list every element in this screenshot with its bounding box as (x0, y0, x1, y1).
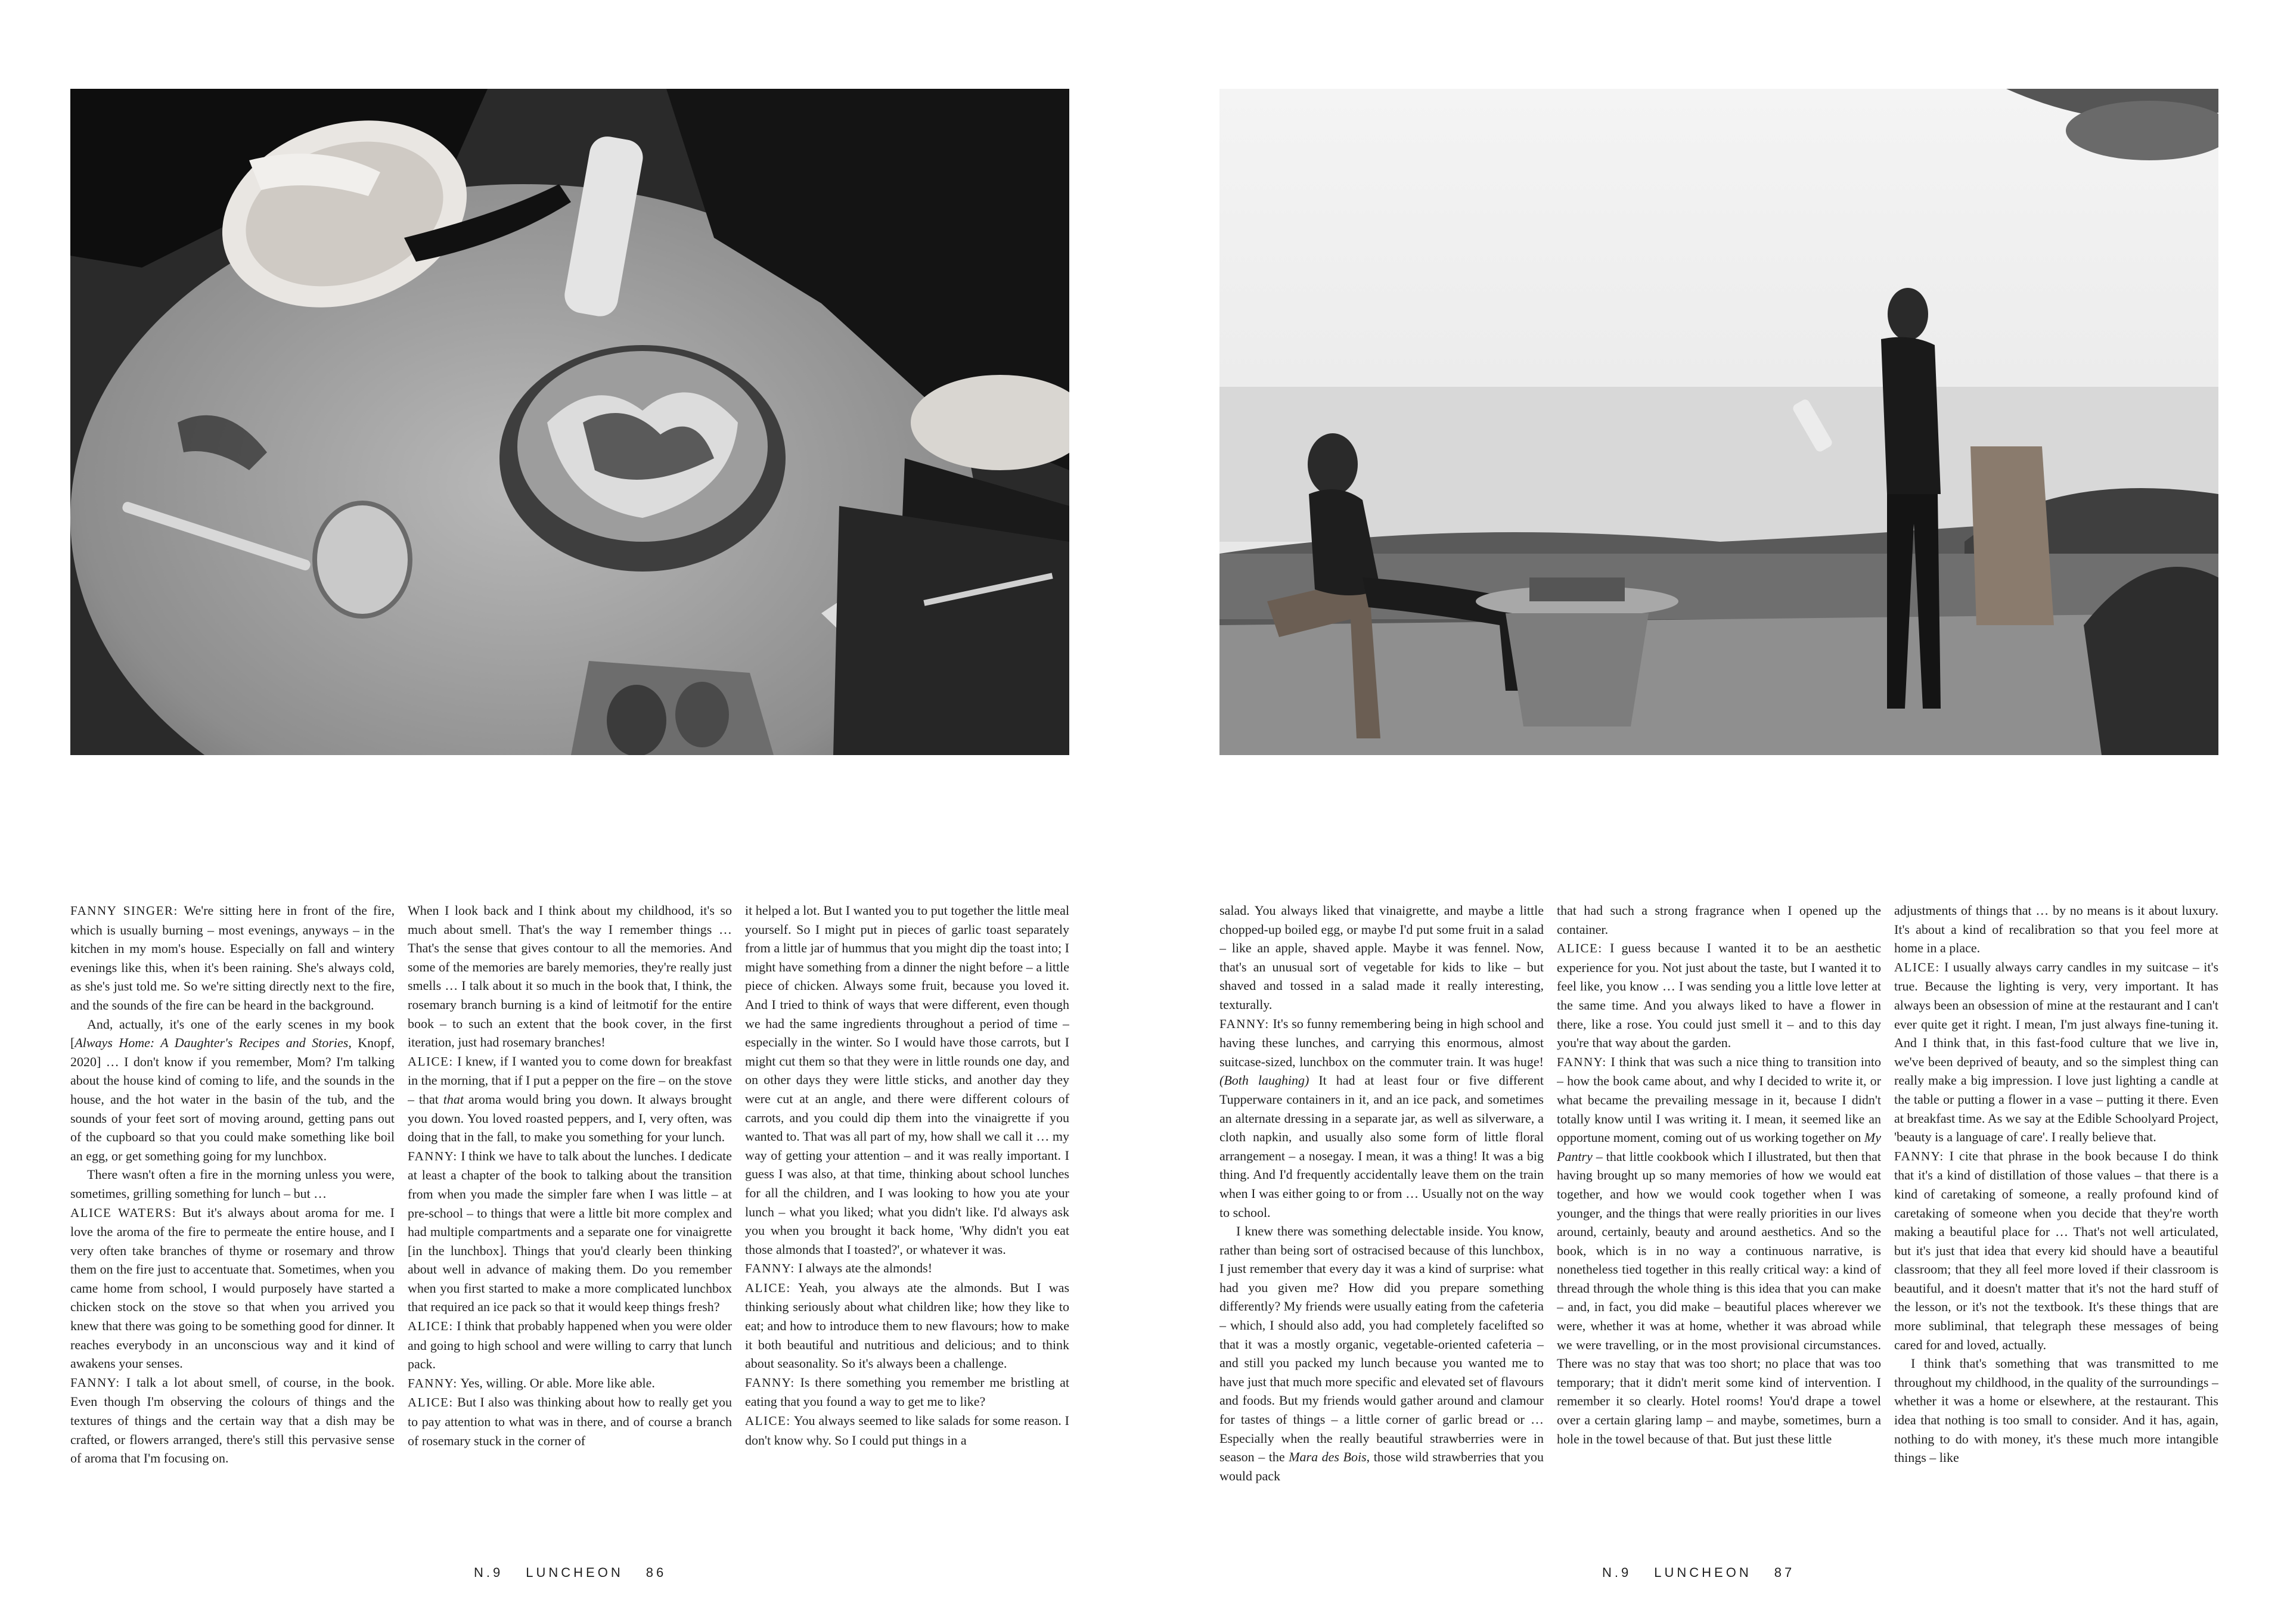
section-name: LUNCHEON (1654, 1565, 1752, 1580)
page-number: 87 (1774, 1565, 1795, 1580)
issue-number: N.9 (474, 1565, 504, 1580)
speaker-label: FANNY: (408, 1148, 458, 1163)
paragraph: ALICE: But I also was thinking about how to really get you to pay attention to what was in there, and of course a branch of rosemary stuck in the corner of (408, 1395, 732, 1448)
paragraph: FANNY: I cite that phrase in the book because I do think that it's a kind of distillation of those values – that there is a kind of caretaking of someone, a really profound kind of caretaking of someone when you decide that they're worth making a beautiful place for … That's not well articulated, but it's just that idea that every kid should have a beautiful classroom; that they all feel more loved if their classroom is beautiful, and it doesn't matter that it's not the hard stuff of the lesson, or it's not the textbook. It's these things that are more subliminal, that telegraph these messages of being cared for and loved, actually. (1894, 1148, 2218, 1352)
paragraph: I knew there was something delectable inside. You know, rather than being sort of ostracised because of this lunchbox, I just remember that every day it was a kind of surprise: what had you given me? How did you prepare something differently? My friends were usually eating from the cafeteria – which, I should also add, you had completely facelifted so that it was a mostly organic, vegetable-oriented cafeteria – and still you packed my lunch because you wanted me to have just that much more specific and elevated set of flavours and foods. But my friends would gather around and clamour for tastes of things – a little corner of garlic bread or … Especially when the really beautiful strawberries were in season – the Mara des Bois, those wild strawberries that you would pack (1219, 1224, 1544, 1483)
speaker-label: FANNY: (70, 1375, 120, 1390)
text-column-right-3 (1894, 901, 2218, 1523)
paragraph: ALICE: I usually always carry candles in my suitcase – it's true. Because the lighting is very, very important. It has always been an obsession of mine at the restaurant and I can't ever quite get it right. I mean, I'm just always fine-tuning it. And I think that, in this fast-food culture that we live in, we've been deprived of beauty, and so the simplest thing can really make a big impression. I love just lighting a candle at the table or putting a flower in a vase – putting it there. Even at breakfast time. As we say at the Edible Schoolyard Project, 'beauty is a language of care'. I really believe that. (1894, 959, 2218, 1145)
issue-number: N.9 (1602, 1565, 1632, 1580)
text-column-left-1 (70, 901, 395, 1523)
speaker-label: ALICE: (745, 1280, 791, 1295)
speaker-label: FANNY SINGER: (70, 903, 178, 918)
text-column-left-2 (408, 901, 732, 1523)
paragraph: ALICE: I guess because I wanted it to be an aesthetic experience for you. Not just about the taste, but I wanted it to feel like, you know … I was sending you a little love letter at the same time. And you always liked to have a flower in there, like a rose. You could just smell it – and to this day you're that way about the garden. (1557, 940, 1881, 1051)
paragraph: that had such a strong fragrance when I opened up the container. (1557, 903, 1881, 937)
speaker-label: ALICE: (1894, 960, 1940, 974)
speaker-label: ALICE: (1557, 941, 1603, 956)
paragraph: FANNY: I talk a lot about smell, of course, in the book. Even though I'm observing the colours of things and the textures of things and the certain way that a dish may be crafted, or flowers arranged, there's still this pervasive sense of aroma that I'm focusing on. (70, 1374, 395, 1466)
page-number: 86 (645, 1565, 667, 1580)
paragraph: I think that's something that was transmitted to me throughout my childhood, in the quality of the surroundings – whether it was a home or elsewhere, at the restaurant. This idea that nothing is too small to consider. And it has, again, nothing to do with money, it's these much more intangible things – like (1894, 1356, 2218, 1465)
text-column-right-2 (1557, 901, 1881, 1523)
photo-table-salad (70, 89, 1069, 755)
paragraph: There wasn't often a fire in the morning unless you were, sometimes, grilling something for lunch – but … (70, 1167, 395, 1201)
folio-right (1602, 1565, 1795, 1580)
paragraph: When I look back and I think about my childhood, it's so much about smell. That's the way I remember things … That's the sense that gives contour to all the memories. And some of the memories are barely memories, they're really just smells … I talk about it so much in the book that, I think, the rosemary branch burning is a kind of leitmotif for the entire book – to such an extent that the book cover, in the first iteration, just had rosemary branches! (408, 903, 732, 1050)
speaker-label: FANNY: (1557, 1054, 1607, 1069)
paragraph: salad. You always liked that vinaigrette, and maybe a little chopped-up boiled egg, or maybe I'd put some fruit in a salad – like an apple, shaved apple. Maybe it was fennel. Now, that's an unusual sort of vegetable for kids to like – but shaved and tossed in a salad made it really interesting, texturally. (1219, 903, 1544, 1012)
paragraph: FANNY: I always ate the almonds! (745, 1260, 933, 1276)
paragraph: FANNY: I think we have to talk about the lunches. I dedicate at least a chapter of the book to talking about the transition from when you made the simpler fare when I was little – at pre-school – to things that were a little bit more complex and had multiple compartments and a separate one for vinaigrette [in the lunchbox]. Things that you'd clearly been thinking about well in advance of making them. Do you remember when you first started to make a more complicated lunchbox that required an ice pack so that it would keep things fresh? (408, 1148, 732, 1315)
paragraph: it helped a lot. But I wanted you to put together the little meal yourself. So I might put in pieces of garlic toast separately from a little jar of hummus that you might dip the toast into; I might have something from a dinner the night before – a little piece of chicken. Always some fruit, because you loved it. And I tried to think of ways that were different, even though we had the same ingredients throughout a period of time – especially in the winter. So I would have those carrots, but I might cut them so that they were in little rounds one day, and on other days they were little sticks, and another day they were cut at an angle, and there were different colours of carrots, and you could dip them into the vinaigrette if you wanted to. That was all part of my, how shall we call it … my way of getting your attention – and it was really important. I guess I was also, at that time, thinking about school lunches for all the children, and I was looking to how you ate your lunch – what you liked; what you didn't like. I'd always ask you when you brought it back home, 'Why didn't you eat those almonds that I toasted?', or whatever it was. (745, 903, 1069, 1257)
paragraph: ALICE: I knew, if I wanted you to come down for breakfast in the morning, that if I put a pepper on the fire – on the stove – that that aroma would bring you down. It always brought you down. You loved roasted peppers, and I, very often, was doing that in the fall, to make you something for your lunch. (408, 1053, 732, 1145)
paragraph: And, actually, it's one of the early scenes in my book [Always Home: A Daughter's Recipes and Stories, Knopf, 2020] … I don't know if you remember, Mom? I'm talking about the house kind of coming to life, and the sounds in the house, and the hot water in the basin of the tub, and the sounds of your feet sort of moving around, getting pans out of the cupboard so that you could make something like boil an egg, or get something going for my lunchbox. (70, 1016, 395, 1163)
section-name: LUNCHEON (526, 1565, 623, 1580)
paragraph: ALICE: Yeah, you always ate the almonds. But I was thinking seriously about what children like; how they like to eat; and how to introduce them to new flavours; how to make it both beautiful and nutritious and delicious; and to think about seasonality. So it's always been a challenge. (745, 1280, 1069, 1371)
paragraph: FANNY: It's so funny remembering being in high school and having these lunches, and carrying this enormous, almost suitcase-sized, lunchbox on the commuter train. It was huge! (Both laughing) It had at least four or five different Tupperware containers in it, and an ice pack, and sometimes an alternate dressing in a separate jar, as well as silverware, a cloth napkin, and usually also some form of little floral arrangement – a nosegay. I mean, it was a thing! It was a big thing. And I'd frequently accidentally leave them on the train when I was either going to or from … Usually not on the way to school. (1219, 1016, 1544, 1220)
speaker-label: ALICE: (408, 1054, 454, 1069)
paragraph: FANNY: Yes, willing. Or able. More like able. (408, 1375, 655, 1390)
folio-left (474, 1565, 666, 1580)
speaker-label: FANNY: (1219, 1016, 1270, 1031)
speaker-label: FANNY: (745, 1375, 795, 1390)
speaker-label: FANNY: (1894, 1148, 1944, 1163)
paragraph: ALICE: I think that probably happened when you were older and going to high school and were willing to carry that lunch pack. (408, 1318, 732, 1372)
paragraph: ALICE WATERS: But it's always about aroma for me. I love the aroma of the fire to permeate the entire house, and I very often take branches of thyme or rosemary and throw them on the fire just to accentuate that. Sometimes, when you came home from school, I would purposely have started a chicken stock on the stove so that when you arrived you knew that there was going to be something good for dinner. It reaches everybody in an unconscious way and it kind of awakens your senses. (70, 1204, 395, 1371)
speaker-label: ALICE: (408, 1319, 454, 1334)
paragraph: adjustments of things that … by no means is it about luxury. It's about a kind of recalibration so that you feel more at home in a place. (1894, 903, 2218, 956)
speaker-label: FANNY: (408, 1375, 458, 1390)
text-column-left-3 (745, 901, 1069, 1523)
paragraph: FANNY SINGER: We're sitting here in front of the fire, which is usually burning – most evenings, anyways – in the kitchen in my mom's house. Especially on fall and wintery evenings like this, when it's been raining. She's always cold, as she's just told me. So we're sitting directly next to the fire, and the sounds of the fire can be heard in the background. (70, 903, 395, 1013)
speaker-label: ALICE WATERS: (70, 1205, 177, 1220)
paragraph: FANNY: I think that was such a nice thing to transition into – how the book came about, and why I decided to write it, or what became the prevailing message in it, because I didn't totally know until I was writing it. I mean, it seemed like an opportune moment, coming out of us working together on My Pantry – that little cookbook which I illustrated, but then that having brought up so many memories of how we would eat together, and how we would cook together when I was younger, and the things that were really priorities in our lives around, certainly, beauty and around aesthetics. And so the book, which is in no way a continuous narrative, is nonetheless tied together in this really critical way: a kind of thread through the whole thing is this idea that you can make – and, in fact, you did make – beautiful places wherever we were, whether it was at home, whether it was abroad while we were travelling, or in the most provisional circumstances. There was no stay that was too short; no place that was too temporary; that it didn't merit some kind of intervention. I remember it so clearly. Hotel rooms! You'd drape a towel over a certain glaring lamp – and maybe, sometimes, burn a hole in the towel because of that. But just these little (1557, 1054, 1881, 1446)
book-title: My Pantry (1557, 1130, 1881, 1164)
paragraph: FANNY: Is there something you remember me bristling at eating that you found a way to get me to like? (745, 1374, 1069, 1409)
speaker-label: ALICE: (408, 1395, 454, 1410)
book-title: Always Home: A Daughter's Recipes and Stories (75, 1035, 349, 1051)
photo-terrace-ocean (1219, 89, 2218, 755)
paragraph: ALICE: You always seemed to like salads for some reason. I don't know why. So I could put things in a (745, 1413, 1069, 1448)
text-column-right-1 (1219, 901, 1544, 1523)
speaker-label: ALICE: (745, 1414, 791, 1429)
speaker-label: FANNY: (745, 1261, 795, 1276)
